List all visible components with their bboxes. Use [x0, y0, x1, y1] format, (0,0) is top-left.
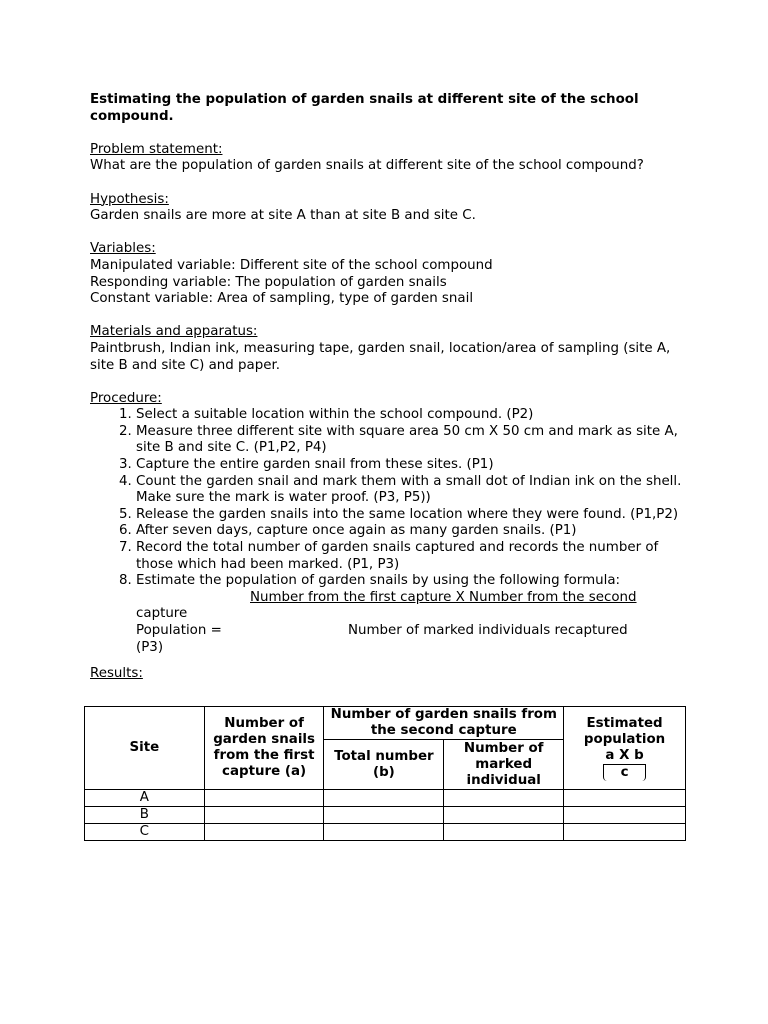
document-title: Estimating the population of garden snails at different site of the school compound.	[90, 92, 639, 124]
site-cell: B	[85, 807, 205, 824]
total-number-cell[interactable]	[324, 824, 444, 841]
procedure-heading: Procedure:	[90, 390, 162, 406]
first-capture-cell[interactable]	[204, 790, 324, 807]
site-cell: A	[85, 790, 205, 807]
table-header-row	[85, 707, 686, 740]
header-marked-individual: Number of marked individual	[444, 740, 564, 790]
first-capture-cell[interactable]	[204, 807, 324, 824]
procedure-step: 2. Measure three different site with square area 50 cm X 50 cm and mark as site A, site B and site C. (P1,P2, P4)	[136, 424, 690, 457]
header-second-capture: Number of garden snails from the second capture	[324, 707, 564, 740]
results-table	[84, 706, 686, 841]
table-row	[85, 807, 686, 824]
estimated-fraction	[603, 748, 645, 781]
procedure-step: 5. Release the garden snails into the same location where they were found. (P1,P2)	[136, 507, 690, 524]
formula-denominator: Number of marked individuals recaptured	[348, 623, 628, 638]
formula-row	[136, 623, 690, 640]
formula-numerator: Number from the first capture X Number from the second	[250, 589, 637, 605]
materials-text: Paintbrush, Indian ink, measuring tape, garden snail, location/area of sampling (site A, site B and site C) and paper.	[90, 340, 671, 373]
header-total-number: Total number (b)	[324, 740, 444, 790]
total-number-cell[interactable]	[324, 807, 444, 824]
procedure-list	[90, 407, 690, 656]
variable-manipulated: Manipulated variable: Different site of the school compound	[90, 257, 493, 273]
variable-responding: Responding variable: The population of garden snails	[90, 274, 447, 290]
table-row	[85, 790, 686, 807]
fraction-denominator: c	[603, 765, 645, 781]
formula-label: Population =	[136, 623, 222, 638]
procedure-step	[136, 573, 690, 656]
variable-constant: Constant variable: Area of sampling, type of garden snail	[90, 291, 474, 307]
first-capture-cell[interactable]	[204, 824, 324, 841]
fraction-numerator: a X b	[605, 747, 644, 763]
formula-ref: (P3)	[136, 639, 164, 655]
results-heading: Results:	[90, 666, 143, 682]
marked-cell[interactable]	[444, 807, 564, 824]
problem-text: What are the population of garden snails at different site of the school compound?	[90, 158, 644, 174]
estimated-cell[interactable]	[564, 790, 686, 807]
materials-heading: Materials and apparatus:	[90, 324, 258, 340]
header-estimated	[564, 707, 686, 790]
site-cell: C	[85, 824, 205, 841]
procedure-step: 7. Record the total number of garden snails captured and records the number of those which had been marked. (P1, P3)	[136, 540, 690, 573]
procedure-step: 3. Capture the entire garden snail from these sites. (P1)	[136, 457, 690, 474]
estimated-cell[interactable]	[564, 807, 686, 824]
marked-cell[interactable]	[444, 824, 564, 841]
procedure-step: 4. Count the garden snail and mark them with a small dot of Indian ink on the shell. Make sure the mark is water proof. (P3, P5))	[136, 474, 690, 507]
variables-heading: Variables:	[90, 241, 156, 257]
hypothesis-heading: Hypothesis:	[90, 191, 169, 207]
marked-cell[interactable]	[444, 790, 564, 807]
procedure-step-text: Estimate the population of garden snails by using the following formula:	[136, 573, 621, 589]
hypothesis-text: Garden snails are more at site A than at site B and site C.	[90, 208, 476, 224]
header-first-capture: Number of garden snails from the first capture (a)	[204, 707, 324, 790]
problem-heading: Problem statement:	[90, 141, 223, 157]
total-number-cell[interactable]	[324, 790, 444, 807]
header-site: Site	[85, 707, 205, 790]
header-estimated-label: Estimated population	[583, 715, 666, 747]
procedure-step: 1. Select a suitable location within the school compound. (P2)	[136, 407, 690, 424]
table-row	[85, 824, 686, 841]
procedure-step: 6. After seven days, capture once again as many garden snails. (P1)	[136, 523, 690, 540]
formula-capture: capture	[136, 606, 188, 622]
estimated-cell[interactable]	[564, 824, 686, 841]
document-body	[90, 92, 690, 683]
